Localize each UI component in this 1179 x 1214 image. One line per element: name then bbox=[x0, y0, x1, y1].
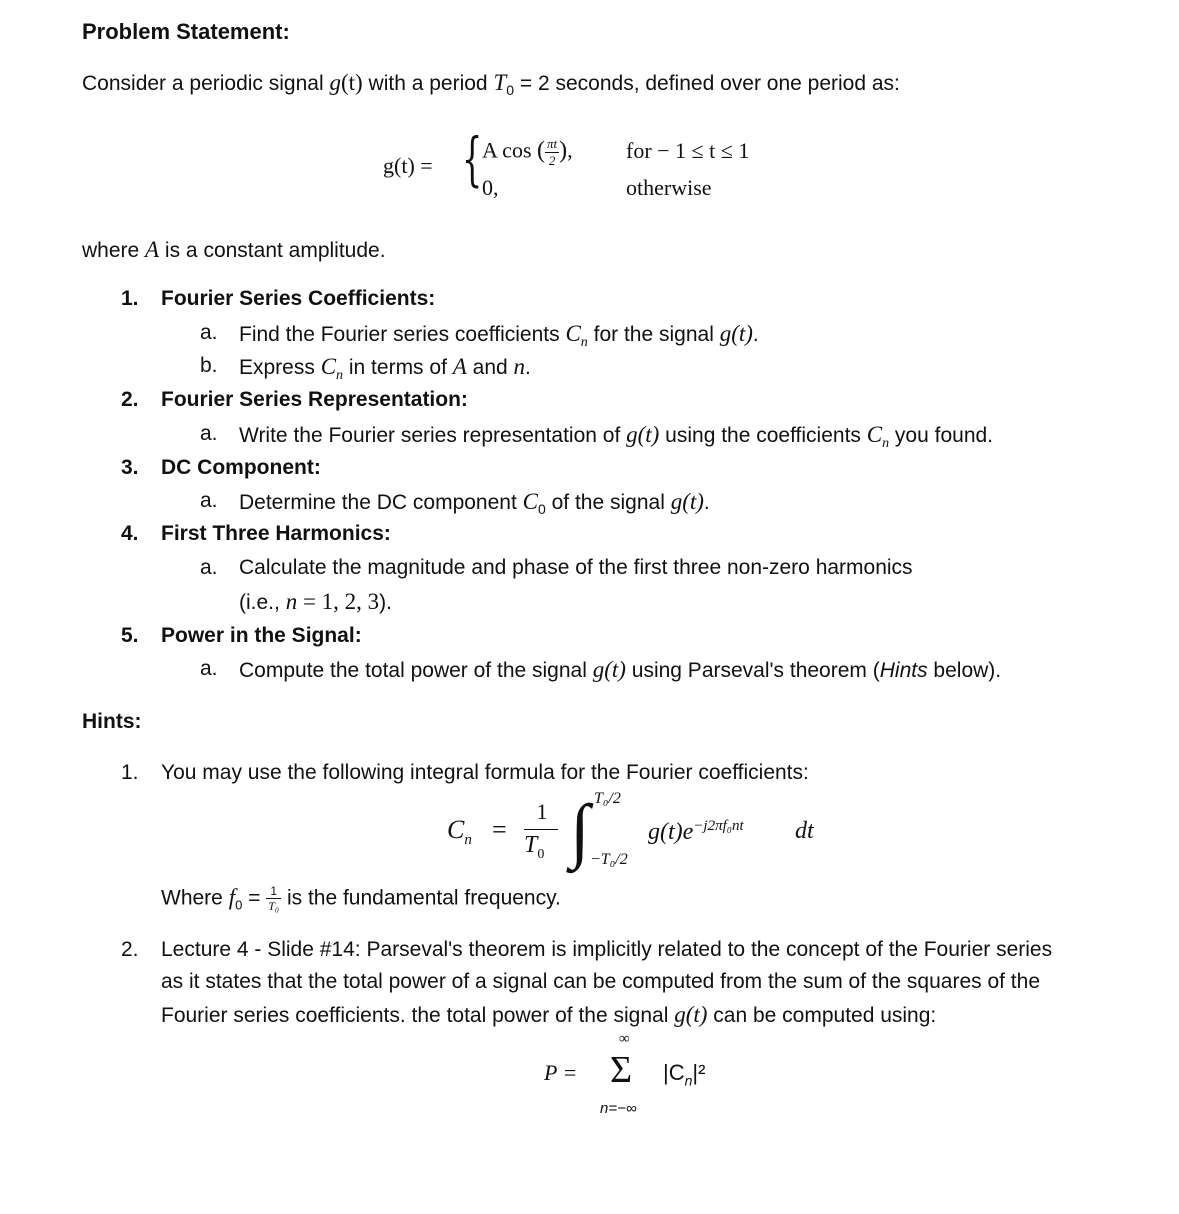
q5a-t1: Compute the total power of the signal bbox=[239, 659, 593, 682]
q2a-label: a. bbox=[200, 422, 218, 445]
q1b-t4: . bbox=[525, 356, 531, 379]
eq1-lhs: g(t) = bbox=[383, 153, 433, 178]
q3-num: 3. bbox=[121, 456, 139, 479]
parseval-term-sub: n bbox=[684, 1072, 693, 1089]
q1a-m1: C bbox=[565, 321, 581, 346]
amp-A: A bbox=[145, 237, 160, 262]
q5a-t2: using Parseval's theorem ( bbox=[625, 659, 880, 682]
where-num: 1 bbox=[266, 884, 281, 899]
q2a-t3: you found. bbox=[889, 424, 994, 447]
formula-frac-den bbox=[524, 832, 544, 863]
formula-integrand bbox=[648, 818, 744, 846]
q1a-label: a. bbox=[200, 321, 218, 344]
hint2-l3b: can be computed using: bbox=[707, 1004, 937, 1027]
q2a-s2: n bbox=[882, 436, 890, 452]
parseval-P: P = bbox=[544, 1060, 578, 1085]
q4a-label: a. bbox=[200, 556, 218, 579]
q2a-m2: C bbox=[866, 422, 883, 447]
where-f: f bbox=[228, 884, 236, 910]
amplitude-note bbox=[82, 237, 386, 263]
intro-g: g bbox=[329, 70, 341, 95]
parseval-term-end: |² bbox=[692, 1060, 706, 1085]
q1b-m1: C bbox=[320, 354, 337, 379]
intro-text-3: = 2 seconds, defined over one period as: bbox=[514, 72, 900, 95]
parseval-term-start: |C bbox=[663, 1060, 685, 1085]
hint2-l3a: Fourier series coefficients. the total power of the signal bbox=[161, 1004, 675, 1027]
q3a-s1: 0 bbox=[537, 501, 546, 518]
q2a-t1: Write the Fourier series representation of bbox=[239, 424, 627, 447]
eq1-case2-expr: 0, bbox=[482, 175, 499, 200]
intro-text-2: with a period bbox=[362, 72, 494, 95]
hint1-text: You may use the following integral formula for the Fourier coefficients: bbox=[161, 761, 809, 784]
hint2-num: 2. bbox=[121, 938, 139, 961]
where-eq: = bbox=[242, 886, 267, 910]
q3a-m2: g(t) bbox=[670, 489, 704, 514]
q1b-label: b. bbox=[200, 354, 218, 377]
integral-sign-icon: ∫ bbox=[570, 790, 590, 870]
formula-T-sub: 0 bbox=[537, 846, 545, 862]
q2a-text bbox=[239, 422, 993, 452]
q3a-t1: Determine the DC component bbox=[239, 491, 523, 514]
q1b-t3: and bbox=[466, 356, 514, 379]
formula-dt: dt bbox=[795, 818, 814, 844]
formula-C: C bbox=[447, 815, 465, 844]
problem-heading: Problem Statement: bbox=[82, 19, 290, 44]
intro-T: T bbox=[493, 70, 507, 95]
intro-T-sub: 0 bbox=[506, 82, 515, 99]
q5a-text bbox=[239, 657, 1001, 683]
formula-int-lower: −T₀/2 bbox=[590, 851, 628, 868]
q3a-t3: . bbox=[703, 491, 710, 514]
formula-C-sub: n bbox=[464, 832, 472, 849]
where-den: T₀ bbox=[268, 899, 280, 913]
q3a-m1: C bbox=[522, 489, 538, 514]
q1b-m2: A bbox=[452, 354, 467, 379]
where-f-sub: 0 bbox=[235, 897, 243, 913]
formula-frac-line bbox=[524, 829, 558, 830]
q1a-m2: g(t) bbox=[719, 321, 753, 346]
q5a-t3: below). bbox=[927, 659, 1002, 682]
formula-ge: g(t)e bbox=[648, 819, 694, 845]
q1b-m3: n bbox=[513, 354, 526, 379]
hint2-line2: as it states that the total power of a signal can be computed from the sum of the squares of the bbox=[161, 970, 1040, 993]
q4a-text: Calculate the magnitude and phase of the first three non-zero harmonics bbox=[239, 556, 913, 579]
intro-line bbox=[82, 70, 900, 98]
parseval-lower: n=−∞ bbox=[600, 1100, 637, 1117]
formula-lhs bbox=[447, 815, 472, 849]
sigma-icon: Σ bbox=[610, 1049, 633, 1091]
formula-frac-num: 1 bbox=[536, 799, 548, 824]
q5a-italic: Hints bbox=[879, 659, 928, 682]
intro-t: (t) bbox=[340, 70, 363, 95]
q1a-text bbox=[239, 321, 759, 351]
formula-eq: = bbox=[492, 815, 507, 844]
q1a-t1: Find the Fourier series coefficients bbox=[239, 323, 566, 346]
parseval-upper: ∞ bbox=[619, 1031, 630, 1047]
q4-title: First Three Harmonics: bbox=[161, 522, 391, 545]
q1b-t2: in terms of bbox=[343, 356, 453, 379]
q1b-text bbox=[239, 354, 531, 384]
q2a-t2: using the coefficients bbox=[659, 424, 867, 447]
hint2-line1: Lecture 4 - Slide #14: Parseval's theorem is implicitly related to the concept of the Fourier series bbox=[161, 938, 1053, 961]
q4-num: 4. bbox=[121, 522, 139, 545]
parseval-term bbox=[663, 1060, 705, 1088]
where-after: is the fundamental frequency. bbox=[281, 886, 561, 910]
eq1-case1-cond: for − 1 ≤ t ≤ 1 bbox=[626, 138, 750, 163]
q1b-s1: n bbox=[336, 368, 344, 384]
q3-title: DC Component: bbox=[161, 456, 321, 479]
q4a-l2a: (i.e., bbox=[239, 591, 286, 614]
q5a-m1: g(t) bbox=[592, 657, 626, 682]
amp-after: is a constant amplitude. bbox=[159, 239, 386, 262]
q3a-t2: of the signal bbox=[545, 491, 671, 514]
parseval-lhs bbox=[544, 1060, 577, 1086]
formula-int-upper: T₀/2 bbox=[594, 790, 621, 807]
q2-title: Fourier Series Representation: bbox=[161, 388, 468, 411]
hint1-num: 1. bbox=[121, 761, 139, 784]
q4a-l2c: ). bbox=[379, 591, 392, 614]
q5-title: Power in the Signal: bbox=[161, 624, 362, 647]
formula-exp: −j2πf₀nt bbox=[693, 818, 744, 834]
formula-T: T bbox=[524, 832, 538, 858]
q2a-m1: g(t) bbox=[626, 422, 660, 447]
hints-heading: Hints: bbox=[82, 710, 142, 733]
q1a-t2: for the signal bbox=[587, 323, 720, 346]
q2-num: 2. bbox=[121, 388, 139, 411]
where-before: Where bbox=[161, 886, 229, 910]
amp-before: where bbox=[82, 239, 146, 262]
q1b-t1: Express bbox=[239, 356, 321, 379]
q3a-text bbox=[239, 489, 710, 517]
q1-title: Fourier Series Coefficients: bbox=[161, 287, 436, 310]
eq1-brace: { bbox=[462, 125, 483, 193]
q1a-s1: n bbox=[580, 335, 588, 351]
where-line bbox=[161, 884, 561, 914]
q4a-line2 bbox=[239, 589, 392, 615]
hint2-line3 bbox=[161, 1002, 936, 1028]
eq1-arg-den: 2 bbox=[548, 153, 556, 168]
q1-num: 1. bbox=[121, 287, 139, 310]
hint2-l3m: g(t) bbox=[674, 1002, 708, 1027]
intro-text-1: Consider a periodic signal bbox=[82, 72, 330, 95]
q4a-l2b: = 1, 2, 3 bbox=[297, 589, 380, 614]
eq1-case1-expr: A cos bbox=[482, 137, 532, 163]
eq1-case2-cond: otherwise bbox=[626, 175, 712, 200]
eq1-case1: A cos ( $\frac{\pi t}{2}$ ), bbox=[482, 136, 573, 168]
q5a-label: a. bbox=[200, 657, 218, 680]
q4a-l2m: n bbox=[285, 589, 298, 614]
q5-num: 5. bbox=[121, 624, 139, 647]
q1a-t3: . bbox=[752, 323, 759, 346]
q3a-label: a. bbox=[200, 489, 218, 512]
eq1-arg-num: πt bbox=[547, 136, 558, 151]
